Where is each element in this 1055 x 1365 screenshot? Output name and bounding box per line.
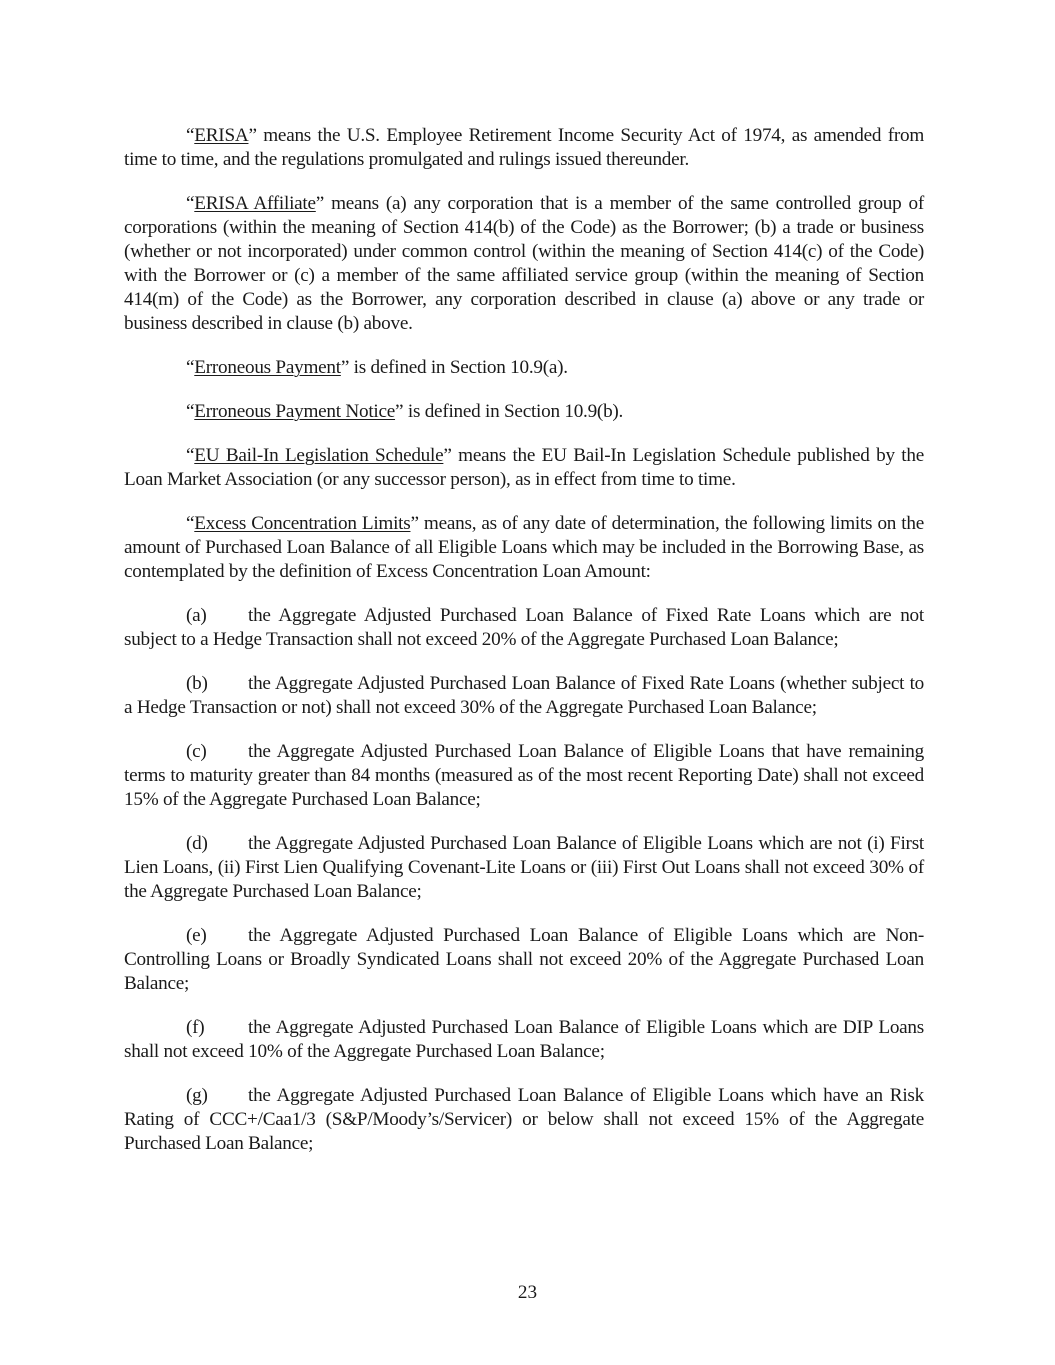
definition-erroneous-payment: “Erroneous Payment” is defined in Section 10.9(a).	[186, 357, 568, 378]
clause-b	[124, 672, 924, 720]
clause-label: (d)	[186, 833, 208, 854]
definition-erisa-affiliate: “ERISA Affiliate” means (a) any corporation that is a member of the same controlled group of corporations (within the meaning of Section 414(b) of the Code) as the Borrower; (b) a trade or business (whether or not incorporated) under common control (within the meaning of Section 414(c) of the Code) with the Borrower or (c) a member of the same affiliated service group (within the meaning of Section 414(m) of the Code) as the Borrower, any corporation described in clause (a) above or any trade or business described in clause (b) above.	[124, 193, 924, 334]
clause-text: the Aggregate Adjusted Purchased Loan Balance of Eligible Loans that have remaining terms to maturity greater than 84 months (measured as of the most recent Reporting Date) shall not exceed 15% of the Aggregate Purchased Loan Balance;	[124, 741, 924, 810]
clause-label: (a)	[186, 605, 207, 626]
definition-text: is defined in Section 10.9(b).	[403, 401, 624, 422]
definition-text: means the EU Bail-In Legislation Schedule published by the Loan Market Association (or any successor person), as in effect from time to time.	[124, 445, 924, 490]
clause-label: (b)	[186, 673, 208, 694]
definition-eu-bail-in-legislation-schedule: “EU Bail-In Legislation Schedule” means the EU Bail-In Legislation Schedule published by the Loan Market Association (or any successor person), as in effect from time to time.	[124, 445, 924, 490]
clause-label: (c)	[186, 741, 207, 762]
definition-erisa: “ERISA” means the U.S. Employee Retirement Income Security Act of 1974, as amended from time to time, and the regulations promulgated and rulings issued thereunder.	[124, 125, 924, 170]
definition-text: means, as of any date of determination, the following limits on the amount of Purchased Loan Balance of all Eligible Loans which may be included in the Borrowing Base, as contemplated by the definition of Excess Concentration Loan Amount:	[124, 513, 924, 582]
clause-text: the Aggregate Adjusted Purchased Loan Balance of Eligible Loans which are not (i) First Lien Loans, (ii) First Lien Qualifying Covenant-Lite Loans or (iii) First Out Loans shall not exceed 30% of the Aggregate Purchased Loan Balance;	[124, 833, 924, 902]
clause-d	[124, 832, 924, 904]
defined-term: ERISA Affiliate	[194, 193, 316, 214]
definition-erroneous-payment-notice: “Erroneous Payment Notice” is defined in Section 10.9(b).	[186, 401, 624, 422]
document-page	[124, 124, 924, 1176]
clause-g	[124, 1084, 924, 1156]
page-number: 23	[517, 1282, 538, 1303]
definition-text: means the U.S. Employee Retirement Income Security Act of 1974, as amended from time to time, and the regulations promulgated and rulings issued thereunder.	[124, 125, 924, 170]
definition-excess-concentration-limits: “Excess Concentration Limits” means, as of any date of determination, the following limits on the amount of Purchased Loan Balance of all Eligible Loans which may be included in the Borrowing Base, as contemplated by the definition of Excess Concentration Loan Amount:	[124, 513, 924, 582]
defined-term: ERISA	[194, 125, 249, 146]
defined-term: Erroneous Payment Notice	[194, 401, 396, 422]
definition-text: is defined in Section 10.9(a).	[349, 357, 568, 378]
defined-term: Erroneous Payment	[194, 357, 341, 378]
clause-text: the Aggregate Adjusted Purchased Loan Balance of Eligible Loans which are Non-Controlling Loans or Broadly Syndicated Loans shall not exceed 20% of the Aggregate Purchased Loan Balance;	[124, 925, 924, 994]
clause-text: the Aggregate Adjusted Purchased Loan Balance of Eligible Loans which are DIP Loans shall not exceed 10% of the Aggregate Purchased Loan Balance;	[124, 1017, 924, 1062]
clause-e	[124, 924, 924, 996]
defined-term: EU Bail-In Legislation Schedule	[194, 445, 444, 466]
clause-label: (f)	[186, 1017, 205, 1038]
definition-text: means (a) any corporation that is a member of the same controlled group of corporations (within the meaning of Section 414(b) of the Code) as the Borrower; (b) a trade or business (whether or not incorporated) under common control (within the meaning of Section 414(c) of the Code) with the Borrower or (c) a member of the same affiliated service group (within the meaning of Section 414(m) of the Code) as the Borrower, any corporation described in clause (a) above or any trade or business described in clause (b) above.	[124, 193, 924, 334]
clause-label: (e)	[186, 925, 207, 946]
clause-c	[124, 740, 924, 812]
defined-term: Excess Concentration Limits	[194, 513, 411, 534]
clause-text: the Aggregate Adjusted Purchased Loan Balance of Eligible Loans which have an Risk Rating of CCC+/Caa1/3 (S&P/Moody’s/Servicer) or below shall not exceed 15% of the Aggregate Purchased Loan Balance;	[124, 1085, 924, 1154]
clause-text: the Aggregate Adjusted Purchased Loan Balance of Fixed Rate Loans which are not subject to a Hedge Transaction shall not exceed 20% of the Aggregate Purchased Loan Balance;	[124, 605, 924, 650]
clause-a	[124, 604, 924, 652]
clause-label: (g)	[186, 1085, 208, 1106]
clause-f	[124, 1016, 924, 1064]
clause-text: the Aggregate Adjusted Purchased Loan Balance of Fixed Rate Loans (whether subject to a Hedge Transaction or not) shall not exceed 30% of the Aggregate Purchased Loan Balance;	[124, 673, 924, 718]
